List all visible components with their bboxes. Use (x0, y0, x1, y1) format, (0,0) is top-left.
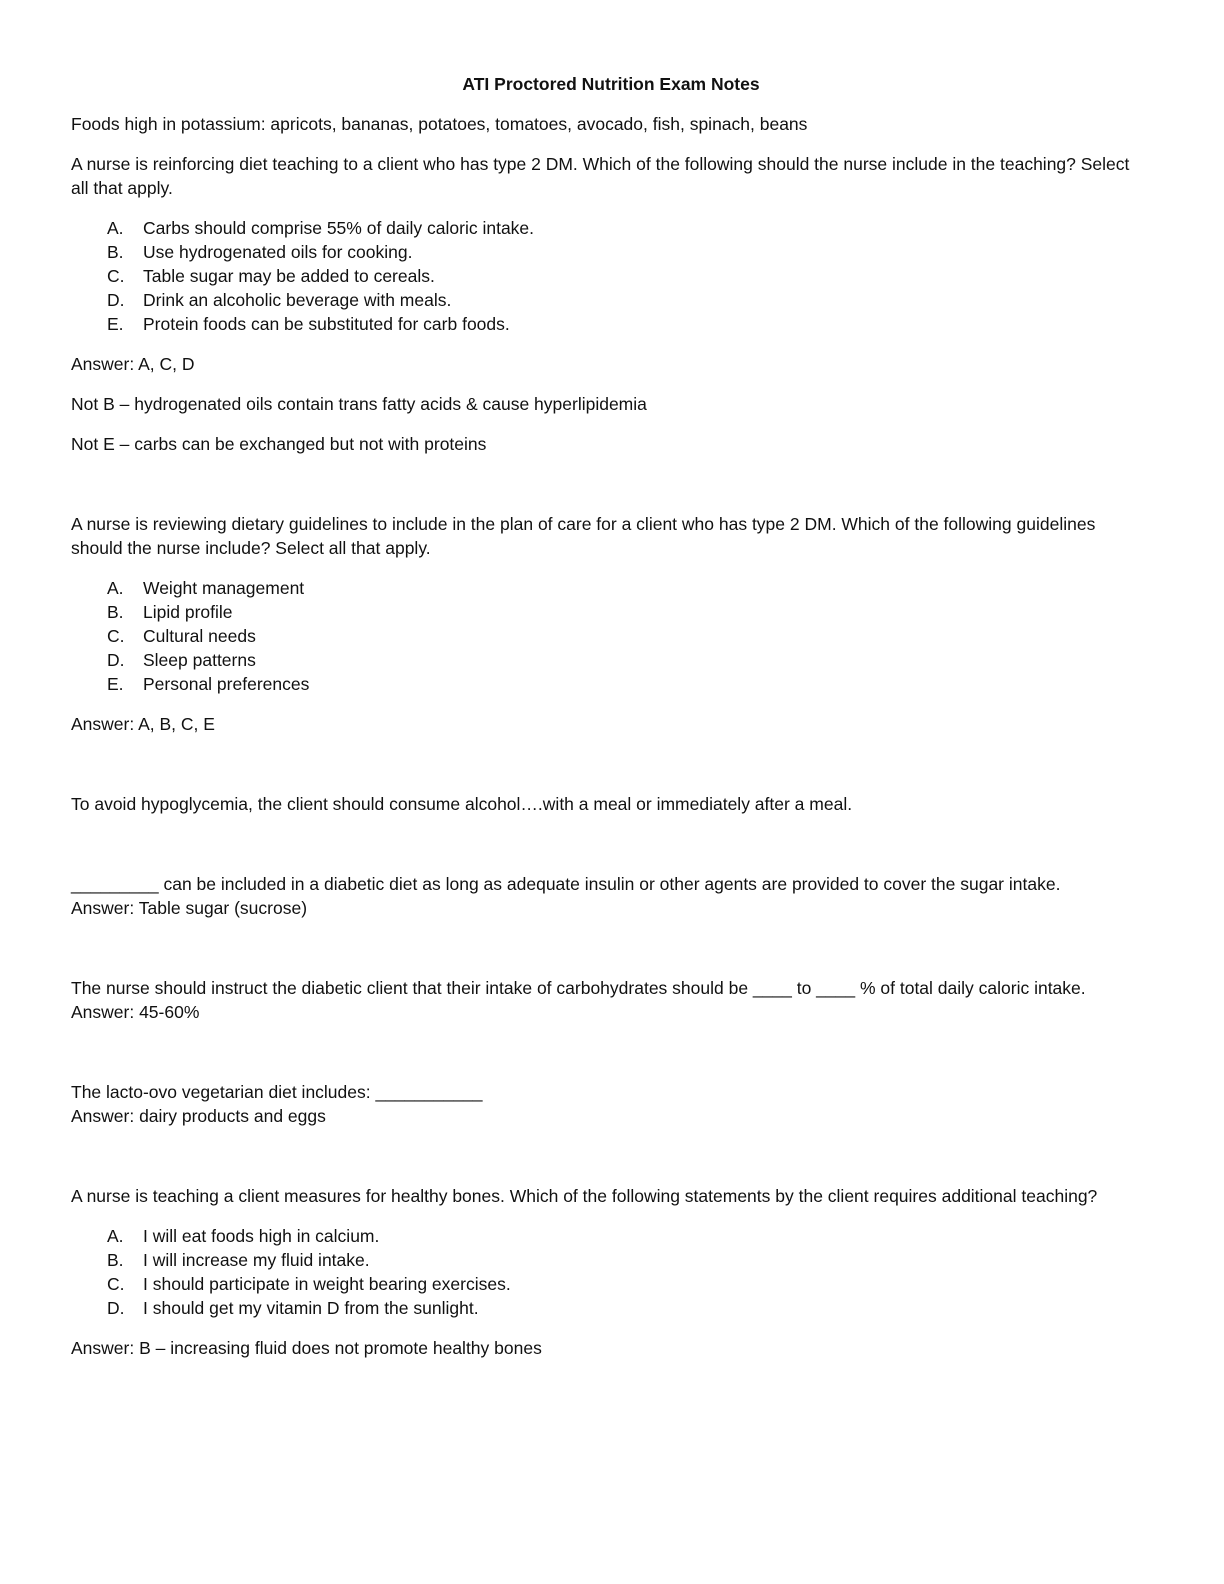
q1-answer: Answer: A, C, D (71, 354, 195, 374)
list-item: A. Carbs should comprise 55% of daily caloric intake. (107, 218, 535, 238)
q3-options (71, 1224, 1151, 1320)
list-item: B. I will increase my fluid intake. (107, 1250, 370, 1270)
q1-note-e: Not E – carbs can be exchanged but not with proteins (71, 434, 487, 454)
list-item: B. Lipid profile (107, 602, 233, 622)
lacto-question: The lacto-ovo vegetarian diet includes: ___________ (71, 1082, 483, 1102)
lacto-answer: Answer: dairy products and eggs (71, 1106, 326, 1126)
q1-options (71, 216, 1151, 336)
lacto-block (71, 1080, 1151, 1128)
spacer (71, 936, 1151, 976)
q2-answer: Answer: A, B, C, E (71, 714, 215, 734)
q2-question: A nurse is reviewing dietary guidelines to include in the plan of care for a client who has type 2 DM. Which of the following guidelines should the nurse include? Select all that apply. (71, 514, 1096, 558)
spacer (71, 832, 1151, 872)
sugar-block (71, 872, 1151, 920)
spacer (71, 1040, 1151, 1080)
list-item: E. Personal preferences (107, 674, 310, 694)
spacer (71, 472, 1151, 512)
potassium-note: Foods high in potassium: apricots, bananas, potatoes, tomatoes, avocado, fish, spinach, beans (71, 114, 808, 134)
carbs-question: The nurse should instruct the diabetic client that their intake of carbohydrates should be ____ to ____ % of total daily caloric intake. (71, 978, 1086, 998)
list-item: D. I should get my vitamin D from the sunlight. (107, 1298, 479, 1318)
list-item: C. I should participate in weight bearing exercises. (107, 1274, 511, 1294)
q3-answer: Answer: B – increasing fluid does not promote healthy bones (71, 1338, 542, 1358)
alcohol-note: To avoid hypoglycemia, the client should consume alcohol….with a meal or immediately after a meal. (71, 794, 853, 814)
q2-options (71, 576, 1151, 696)
page-title: ATI Proctored Nutrition Exam Notes (462, 74, 760, 94)
list-item: D. Drink an alcoholic beverage with meals. (107, 290, 452, 310)
list-item: D. Sleep patterns (107, 650, 256, 670)
q1-question: A nurse is reinforcing diet teaching to a client who has type 2 DM. Which of the following should the nurse include in the teaching? Select all that apply. (71, 154, 1130, 198)
carbs-block (71, 976, 1151, 1024)
list-item: C. Table sugar may be added to cereals. (107, 266, 435, 286)
q3-question: A nurse is teaching a client measures for healthy bones. Which of the following statements by the client requires additional teaching? (71, 1186, 1098, 1206)
carbs-answer: Answer: 45-60% (71, 1002, 200, 1022)
sugar-question: _________ can be included in a diabetic diet as long as adequate insulin or other agents are provided to cover the sugar intake. (71, 874, 1061, 894)
q1-note-b: Not B – hydrogenated oils contain trans fatty acids & cause hyperlipidemia (71, 394, 647, 414)
sugar-answer: Answer: Table sugar (sucrose) (71, 898, 308, 918)
list-item: E. Protein foods can be substituted for carb foods. (107, 314, 510, 334)
document-page (71, 72, 1151, 1376)
list-item: B. Use hydrogenated oils for cooking. (107, 242, 413, 262)
list-item: C. Cultural needs (107, 626, 256, 646)
spacer (71, 752, 1151, 792)
spacer (71, 1144, 1151, 1184)
list-item: A. I will eat foods high in calcium. (107, 1226, 380, 1246)
list-item: A. Weight management (107, 578, 305, 598)
